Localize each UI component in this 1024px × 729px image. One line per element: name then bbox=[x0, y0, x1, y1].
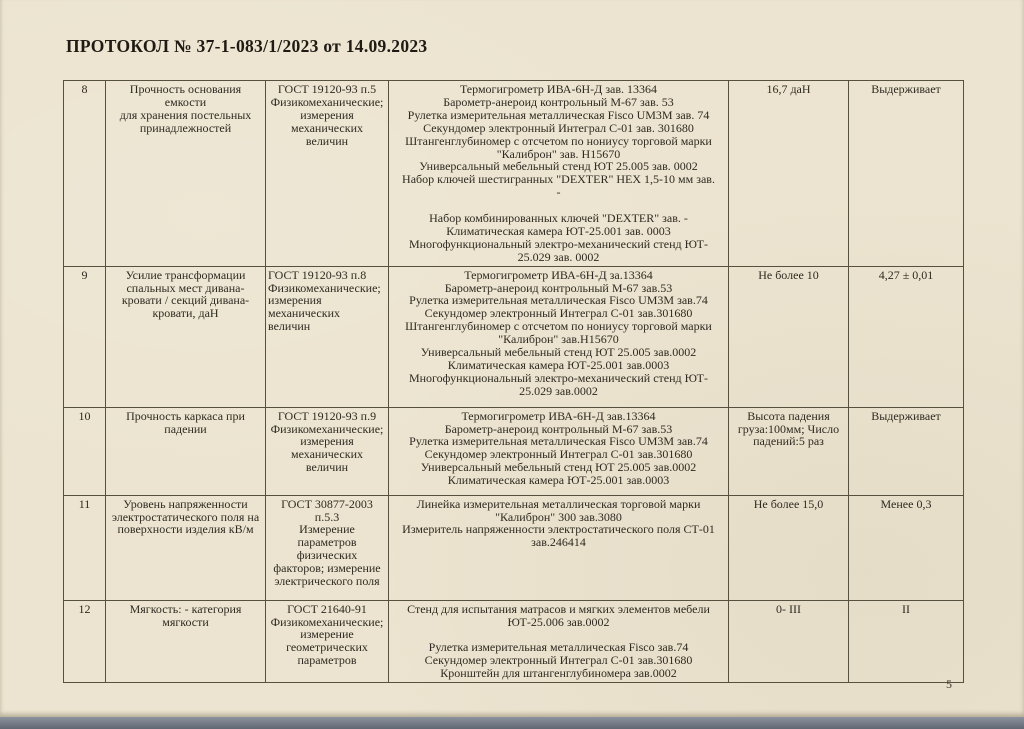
result-cell bbox=[849, 266, 964, 407]
parameter-line: электростатического поля на bbox=[111, 509, 260, 524]
scanner-edge-band bbox=[0, 717, 1024, 729]
method-line: ГОСТ 19120-93 п.5 bbox=[277, 82, 377, 96]
equipment-line: Барометр-анероид контрольный М-67 зав.53 bbox=[444, 280, 673, 295]
norm-value: Не более 10 bbox=[758, 267, 819, 282]
method-line: механических bbox=[290, 447, 363, 462]
equipment-line: Набор ключей шестигранных "DEXTER" HEX 1,5-10 мм зав. bbox=[402, 172, 715, 187]
method-line: Физикомеханические; bbox=[270, 421, 384, 436]
norm-cell bbox=[729, 495, 849, 600]
row-number-cell bbox=[64, 495, 106, 600]
table-row bbox=[64, 81, 964, 267]
method-cell bbox=[266, 600, 389, 682]
table-row bbox=[64, 495, 964, 600]
equipment-line: Многофункциональный электро-механический стенд ЮТ- bbox=[408, 236, 709, 251]
equipment-line: Штангенглубиномер с отсчетом по нониусу торговой марки bbox=[405, 319, 712, 334]
parameter-line: поверхности изделия кВ/м bbox=[117, 522, 254, 537]
method-cell bbox=[266, 407, 389, 495]
parameter-line: мягкости bbox=[162, 614, 209, 629]
method-line: физических bbox=[296, 548, 358, 563]
method-line: измерения bbox=[268, 293, 322, 308]
method-line: ГОСТ 19120-93 п.8 bbox=[268, 267, 367, 282]
norm-cell bbox=[729, 407, 849, 495]
parameter-line: спальных мест дивана- bbox=[126, 280, 245, 295]
method-line: измерения bbox=[300, 107, 354, 122]
table-row bbox=[64, 407, 964, 495]
equipment-line: Рулетка измерительная металлическая Fisco UM3M зав.74 bbox=[409, 434, 708, 449]
parameter-cell bbox=[106, 495, 266, 600]
equipment-line: Измеритель напряженности электростатического поля СТ-01 bbox=[402, 522, 715, 537]
method-line: ГОСТ 21640-91 bbox=[287, 601, 367, 616]
equipment-line: Климатическая камера ЮТ-25.001 зав. 0003 bbox=[446, 223, 671, 238]
result-value: Выдерживает bbox=[871, 408, 941, 423]
equipment-cell bbox=[389, 600, 729, 682]
method-line: ГОСТ 19120-93 п.9 bbox=[277, 408, 377, 423]
equipment-line: Стенд для испытания матрасов и мягких элементов мебели bbox=[407, 601, 710, 616]
method-line: величин bbox=[305, 460, 349, 475]
method-line: Физикомеханические; bbox=[270, 94, 384, 109]
parameter-line: Прочность основания емкости bbox=[129, 82, 242, 109]
equipment-line: "Калиброн" 300 зав.3080 bbox=[495, 509, 622, 524]
method-line: факторов; измерение bbox=[273, 561, 381, 576]
result-value: II bbox=[902, 601, 910, 616]
page-number: 5 bbox=[946, 677, 952, 691]
equipment-cell bbox=[389, 495, 729, 600]
method-line: электрического поля bbox=[274, 574, 380, 589]
page-title: ПРОТОКОЛ № 37-1-083/1/2023 от 14.09.2023 bbox=[66, 36, 428, 56]
equipment-line: Рулетка измерительная металлическая Fisco UM3M зав.74 bbox=[409, 293, 708, 308]
equipment-line: Универсальный мебельный стенд ЮТ 25.005 зав.0002 bbox=[420, 345, 697, 360]
method-line: измерения bbox=[300, 434, 354, 449]
equipment-line: ЮТ-25.006 зав.0002 bbox=[507, 614, 610, 629]
equipment-line: Линейка измерительная металлическая торговой марки bbox=[416, 496, 701, 511]
method-line: ГОСТ 30877-2003 bbox=[281, 496, 373, 511]
equipment-line: 25.029 зав.0002 bbox=[519, 383, 598, 398]
equipment-line: Климатическая камера ЮТ-25.001 зав.0003 bbox=[447, 358, 670, 373]
equipment-line: Штангенглубиномер с отсчетом по нониусу торговой марки bbox=[405, 133, 712, 148]
norm-value: 16,7 даН bbox=[766, 82, 811, 96]
equipment-line: Рулетка измерительная металлическая Fisco зав.74 bbox=[428, 640, 689, 655]
equipment-line: Барометр-анероид контрольный М-67 зав.53 bbox=[444, 421, 673, 436]
norm-cell bbox=[729, 81, 849, 267]
equipment-line: "Калиброн" зав.Н15670 bbox=[498, 332, 619, 347]
equipment-cell bbox=[389, 81, 729, 267]
row-number: 9 bbox=[81, 267, 88, 282]
norm-value: Высота падения груза:100мм; Число падений:5 раз bbox=[737, 408, 840, 449]
equipment-line: - bbox=[556, 185, 561, 200]
method-line: п.5.3 bbox=[314, 509, 340, 524]
parameter-line: принадлежностей bbox=[139, 120, 232, 135]
result-value: Выдерживает bbox=[871, 82, 941, 96]
row-number: 11 bbox=[78, 496, 91, 511]
method-line: геометрических bbox=[286, 640, 368, 655]
result-cell bbox=[849, 600, 964, 682]
parameter-line: для хранения постельных bbox=[119, 107, 252, 122]
parameter-line: Уровень напряженности bbox=[123, 496, 248, 511]
result-cell bbox=[849, 495, 964, 600]
parameter-line: кровати / секций дивана- bbox=[121, 293, 250, 308]
parameter-line: Прочность каркаса при bbox=[126, 408, 245, 423]
row-number-cell bbox=[64, 600, 106, 682]
method-line: измерение bbox=[300, 627, 354, 642]
result-cell bbox=[849, 81, 964, 267]
equipment-line: 25.029 зав. 0002 bbox=[517, 249, 600, 264]
equipment-line: "Калиброн" зав. Н15670 bbox=[496, 146, 621, 161]
method-line: Физикомеханические; bbox=[270, 614, 384, 629]
method-cell bbox=[266, 495, 389, 600]
equipment-line: Секундомер электронный Интеграл С-01 зав. 301680 bbox=[423, 120, 694, 135]
equipment-line: Секундомер электронный Интеграл С-01 зав.301680 bbox=[424, 306, 693, 321]
table-row bbox=[64, 266, 964, 407]
equipment-line: Рулетка измерительная металлическая Fisco UM3M зав. 74 bbox=[407, 107, 710, 122]
equipment-line: Секундомер электронный Интеграл С-01 зав.301680 bbox=[424, 653, 693, 668]
parameter-cell bbox=[106, 81, 266, 267]
method-cell bbox=[266, 81, 389, 267]
row-number-cell bbox=[64, 407, 106, 495]
method-line: механических bbox=[268, 306, 341, 321]
method-line: величин bbox=[305, 133, 349, 148]
equipment-line: Универсальный мебельный стенд ЮТ 25.005 зав. 0002 bbox=[419, 159, 698, 174]
equipment-line: Климатическая камера ЮТ-25.001 зав.0003 bbox=[447, 473, 670, 488]
equipment-line: Термогигрометр ИВА-6Н-Д зав.13364 bbox=[461, 408, 656, 423]
row-number-cell bbox=[64, 266, 106, 407]
result-cell bbox=[849, 407, 964, 495]
equipment-line: Термогигрометр ИВА-6Н-Д за.13364 bbox=[464, 267, 653, 282]
parameter-line: Усилие трансформации bbox=[125, 267, 246, 282]
parameter-cell bbox=[106, 600, 266, 682]
norm-cell bbox=[729, 600, 849, 682]
parameter-cell bbox=[106, 407, 266, 495]
norm-value: Не более 15,0 bbox=[753, 496, 824, 511]
results-table bbox=[63, 80, 964, 683]
row-number-cell bbox=[64, 81, 106, 267]
row-number: 12 bbox=[78, 601, 91, 616]
method-line: механических bbox=[290, 120, 363, 135]
method-line: Физикомеханические; bbox=[268, 280, 381, 295]
equipment-cell bbox=[389, 266, 729, 407]
method-line: Измерение bbox=[299, 522, 355, 537]
row-number: 10 bbox=[78, 408, 91, 423]
method-cell bbox=[266, 266, 389, 407]
parameter-cell bbox=[106, 266, 266, 407]
equipment-line: Барометр-анероид контрольный М-67 зав. 53 bbox=[443, 94, 674, 109]
table-row bbox=[64, 600, 964, 682]
norm-value: 0- III bbox=[776, 601, 801, 616]
parameter-line: Мягкость: - категория bbox=[129, 601, 242, 616]
equipment-line: Термогигрометр ИВА-6Н-Д зав. 13364 bbox=[459, 82, 658, 96]
result-value: 4,27 ± 0,01 bbox=[878, 267, 934, 282]
equipment-line: Секундомер электронный Интеграл С-01 зав.301680 bbox=[424, 447, 693, 462]
equipment-line: Универсальный мебельный стенд ЮТ 25.005 зав.0002 bbox=[420, 460, 697, 475]
equipment-line: зав.246414 bbox=[531, 535, 586, 550]
result-value: Менее 0,3 bbox=[880, 496, 932, 511]
equipment-line: Многофункциональный электро-механический стенд ЮТ- bbox=[408, 370, 709, 385]
parameter-line: падении bbox=[164, 421, 207, 436]
parameter-line: кровати, даН bbox=[152, 306, 219, 321]
equipment-line: Набор комбинированных ключей "DEXTER" зав. - bbox=[429, 211, 688, 226]
method-line: величин bbox=[268, 319, 311, 334]
row-number: 8 bbox=[81, 82, 88, 96]
method-line: параметров bbox=[297, 653, 357, 668]
norm-cell bbox=[729, 266, 849, 407]
equipment-cell bbox=[389, 407, 729, 495]
method-line: параметров bbox=[297, 535, 357, 550]
equipment-line: Кронштейн для штангенглубиномера зав.0002 bbox=[440, 666, 677, 681]
